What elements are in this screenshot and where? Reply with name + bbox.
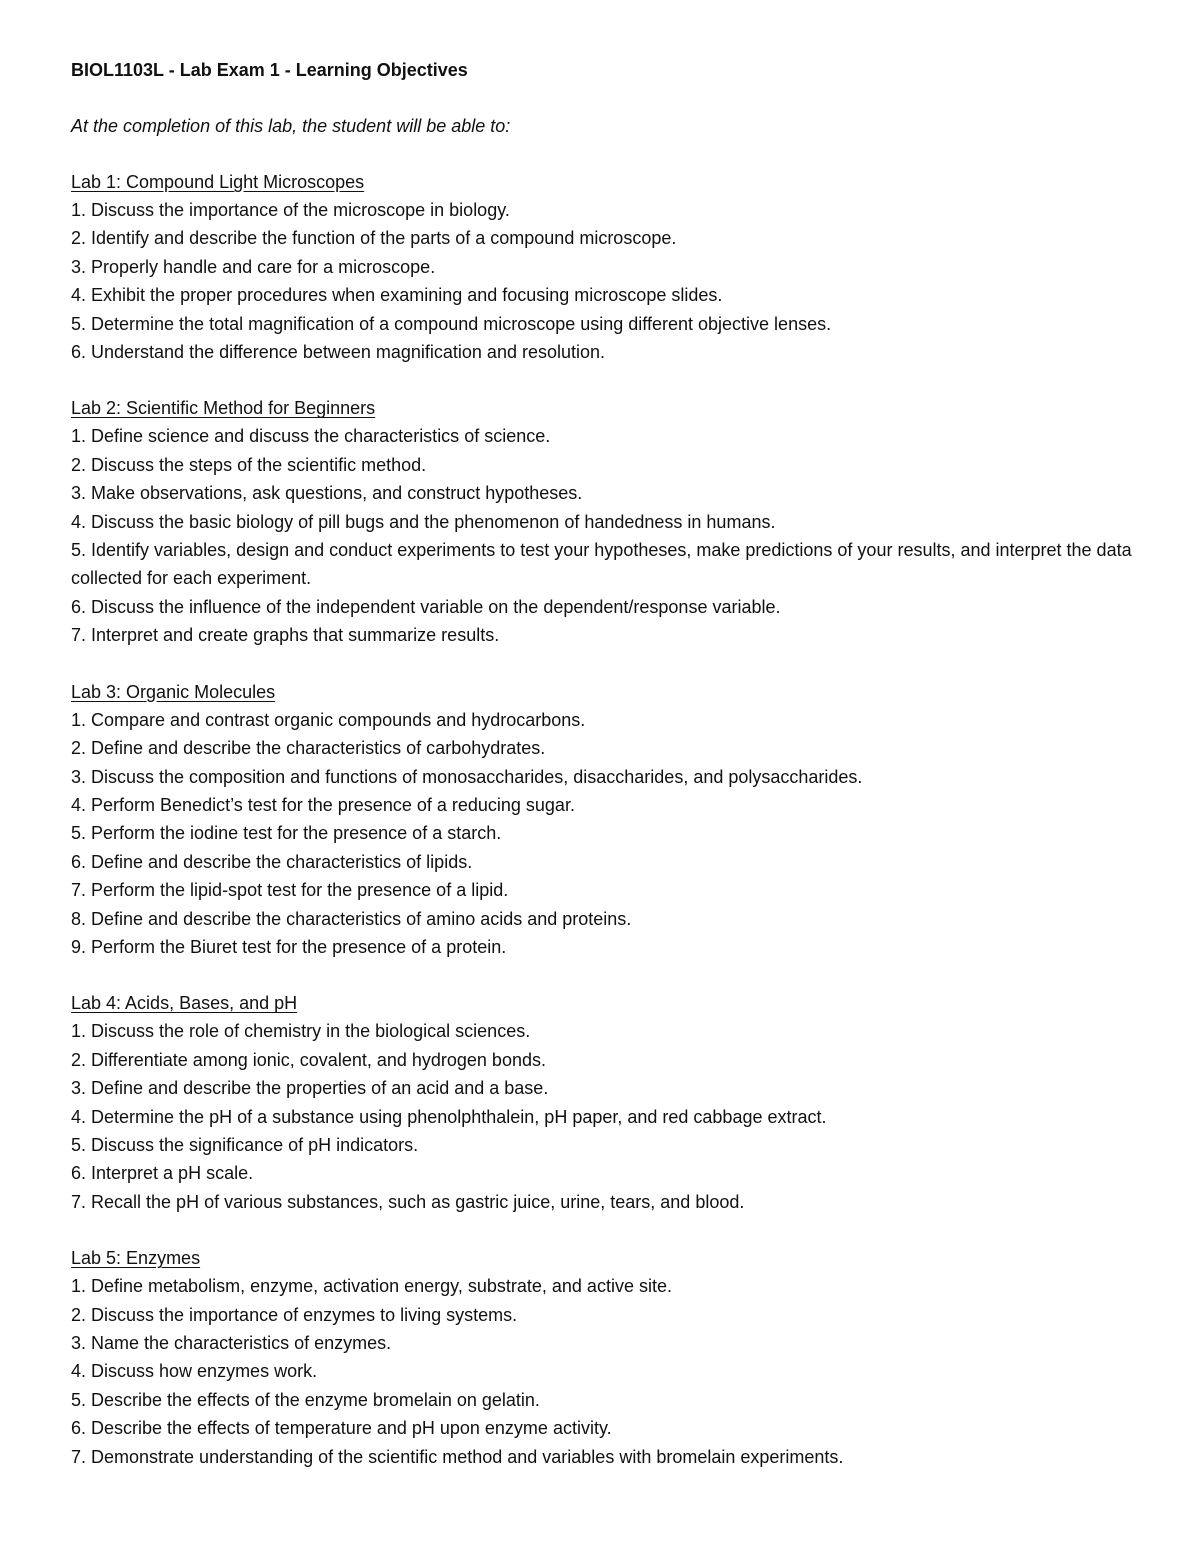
objective-item: 5. Discuss the significance of pH indicators. <box>71 1134 419 1155</box>
document-intro: At the completion of this lab, the student will be able to: <box>71 116 511 136</box>
objective-item: 2. Define and describe the characteristics of carbohydrates. <box>71 738 546 759</box>
objective-item: 6. Describe the effects of temperature and pH upon enzyme activity. <box>71 1418 612 1439</box>
section-lab-4 <box>71 989 1151 1216</box>
objective-item: 3. Discuss the composition and functions of monosaccharides, disaccharides, and polysaccharides. <box>71 766 863 787</box>
objective-item: 5. Identify variables, design and conduct experiments to test your hypotheses, make predictions of your results, and interpret the data collected for each experiment. <box>71 540 1132 589</box>
section-heading: Lab 4: Acids, Bases, and pH <box>71 993 298 1014</box>
objective-item: 6. Interpret a pH scale. <box>71 1163 254 1184</box>
objective-item: 1. Compare and contrast organic compounds and hydrocarbons. <box>71 709 586 730</box>
objective-item: 2. Discuss the steps of the scientific method. <box>71 454 427 475</box>
objective-item: 3. Name the characteristics of enzymes. <box>71 1333 392 1353</box>
objective-item: 5. Determine the total magnification of a compound microscope using different objective lenses. <box>71 313 832 334</box>
objective-item: 5. Perform the iodine test for the presence of a starch. <box>71 823 502 844</box>
section-lab-3 <box>71 678 1151 962</box>
objective-item: 4. Discuss how enzymes work. <box>71 1361 318 1382</box>
objective-item: 2. Identify and describe the function of the parts of a compound microscope. <box>71 228 677 249</box>
objective-item: 6. Understand the difference between magnification and resolution. <box>71 342 606 363</box>
objective-item: 4. Exhibit the proper procedures when examining and focusing microscope slides. <box>71 285 723 306</box>
objective-item: 3. Make observations, ask questions, and construct hypotheses. <box>71 483 583 504</box>
section-heading: Lab 5: Enzymes <box>71 1248 201 1269</box>
document-title: BIOL1103L - Lab Exam 1 - Learning Objectives <box>71 60 468 80</box>
objective-item: 4. Discuss the basic biology of pill bugs and the phenomenon of handedness in humans. <box>71 511 776 532</box>
objective-item: 1. Discuss the importance of the microscope in biology. <box>71 200 510 220</box>
objective-item: 7. Recall the pH of various substances, such as gastric juice, urine, tears, and blood. <box>71 1191 745 1212</box>
objective-item: 1. Discuss the role of chemistry in the biological sciences. <box>71 1021 531 1042</box>
objective-item: 7. Perform the lipid-spot test for the presence of a lipid. <box>71 880 509 901</box>
objective-item: 5. Describe the effects of the enzyme bromelain on gelatin. <box>71 1389 540 1410</box>
document-page <box>71 56 1151 1499</box>
section-lab-1 <box>71 168 1151 366</box>
objective-item: 7. Demonstrate understanding of the scientific method and variables with bromelain experiments. <box>71 1446 844 1467</box>
objective-item: 6. Discuss the influence of the independent variable on the dependent/response variable. <box>71 596 781 617</box>
objective-item: 3. Define and describe the properties of an acid and a base. <box>71 1078 549 1099</box>
objective-item: 2. Differentiate among ionic, covalent, and hydrogen bonds. <box>71 1049 546 1070</box>
objective-item: 4. Perform Benedict’s test for the presence of a reducing sugar. <box>71 794 575 815</box>
section-heading: Lab 3: Organic Molecules <box>71 681 276 702</box>
objective-item: 6. Define and describe the characteristics of lipids. <box>71 851 473 872</box>
section-lab-2 <box>71 394 1151 649</box>
section-lab-5 <box>71 1244 1151 1471</box>
objective-item: 7. Interpret and create graphs that summarize results. <box>71 625 500 646</box>
objective-item: 1. Define metabolism, enzyme, activation energy, substrate, and active site. <box>71 1276 672 1297</box>
objective-item: 2. Discuss the importance of enzymes to living systems. <box>71 1304 518 1325</box>
objective-item: 9. Perform the Biuret test for the presence of a protein. <box>71 936 507 957</box>
objective-item: 1. Define science and discuss the characteristics of science. <box>71 426 551 447</box>
objective-item: 3. Properly handle and care for a microscope. <box>71 256 436 277</box>
objective-item: 8. Define and describe the characteristics of amino acids and proteins. <box>71 908 632 929</box>
section-heading: Lab 2: Scientific Method for Beginners <box>71 398 376 419</box>
objective-item: 4. Determine the pH of a substance using phenolphthalein, pH paper, and red cabbage extract. <box>71 1106 827 1127</box>
section-heading: Lab 1: Compound Light Microscopes <box>71 172 365 192</box>
